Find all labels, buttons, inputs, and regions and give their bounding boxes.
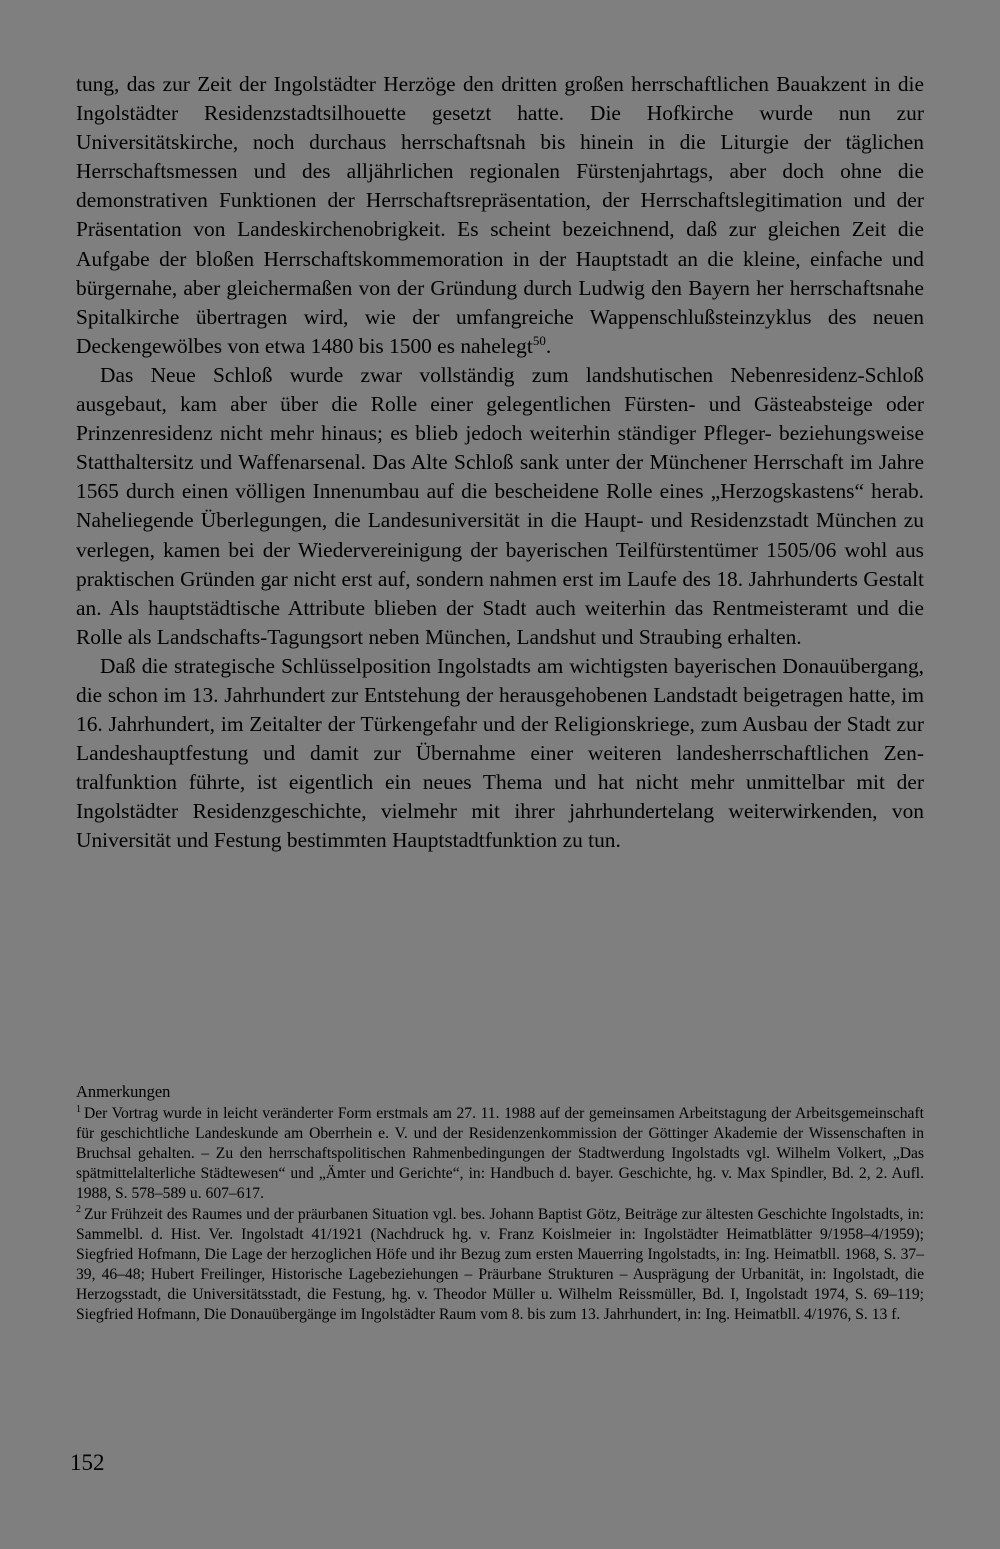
- footnote-marker: 1: [76, 1103, 81, 1115]
- footnotes-section: [76, 1082, 924, 1325]
- footnote-text: Zur Frühzeit des Raumes und der präurbanen Situation vgl. bes. Johann Baptist Götz, Beiträge zur ältesten Geschichte Ingolstadts, in: Sammelbl. d. Hist. Ver. Ingolstadt 41/1921 (Nachdruck hg. v. Franz Koislmeier in: Ingolstädter Heimatblätter 9/1958–4/1959); Siegfried Hofmann, Die Lage der herzoglichen Höfe und ihr Bezug zum ersten Mauerring Ingolstadts, in: Ing. Heimatbll. 1968, S. 37–39, 46–48; Hubert Freilinger, Historische Lagebeziehungen – Präurbane Strukturen – Ausprägung der Urbanität, in: Ingolstadt, die Herzogsstadt, die Universitätsstadt, die Festung, hg. v. Theodor Müller u. Wilhelm Reissmüller, Bd. I, Ingolstadt 1974, S. 69–119; Siegfried Hofmann, Die Donauübergänge im Ingolstädter Raum vom 8. bis zum 13. Jahrhundert, in: Ing. Heimatbll. 4/1976, S. 13 f.: [76, 1205, 924, 1324]
- footnotes-heading: Anmerkungen: [76, 1082, 171, 1101]
- footnote-marker: 2: [76, 1204, 81, 1216]
- paragraph: Daß die strategische Schlüsselposition Ingolstadts am wichtigsten bayerischen Donauübergang, die schon im 13. Jahrhundert zur Entstehung der herausgehobenen Landstadt beigetragen hatte, im 16. Jahrhundert, im Zeitalter der Türkengefahr und der Religionskriege, zum Ausbau der Stadt zur Landeshauptfestung und damit zur Übernahme einer weiteren landesherrschaftlichen Zentralfunktion führte, ist eigentlich ein neues Thema und hat nicht mehr unmittelbar mit der Ingolstädter Residenzgeschichte, vielmehr mit ihrer jahrhundertelang weiterwirkenden, von Universität und Festung bestimmten Hauptstadtfunktion zu tun.: [76, 653, 924, 853]
- main-text: [76, 70, 924, 856]
- paragraph: [76, 70, 924, 361]
- footnote: [76, 1104, 924, 1204]
- page-number: 152: [70, 1450, 105, 1475]
- paragraph: Das Neue Schloß wurde zwar vollständig zum landshutischen Nebenresidenz-Schloß ausgebaut, kam aber über die Rolle einer gelegentlichen Fürsten- und Gästeabsteige oder Prinzenresidenz nicht mehr hinaus; es blieb jedoch weiterhin ständiger Pfleger- beziehungsweise Statthaltersitz und Waffenarsenal. Das Alte Schloß sank unter der Münchener Herrschaft im Jahre 1565 durch einen völligen Innenumbau auf die bescheidene Rolle eines „Herzogskastens“ herab. Naheliegende Überlegungen, die Landesuniversität in die Haupt- und Residenzstadt München zu verlegen, kamen bei der Wiedervereinigung der bayerischen Teilfürstentümer 1505/06 wohl aus praktischen Gründen gar nicht erst auf, sondern nahmen erst im Laufe des 18. Jahrhunderts Gestalt an. Als hauptstädtische Attribute blieben der Stadt auch weiterhin das Rentmeisteramt und die Rolle als Landschafts-Tagungsort neben München, Landshut und Straubing erhalten.: [76, 362, 924, 649]
- paragraph-end: .: [545, 333, 552, 358]
- footnote-reference: 50: [532, 332, 546, 348]
- paragraph-text: tung, das zur Zeit der Ingolstädter Herzöge den dritten großen herrschaftlichen Bauakzent in die Ingolstädter Residenzstadtsilhouette gesetzt hatte. Die Hofkirche wurde nun zur Universitätskirche, noch durchaus herrschaftsnah bis hinein in die Liturgie der täglichen Herrschaftsmessen und des alljährlichen regionalen Fürstenjahrtags, aber doch ohne die demonstrativen Funktionen der Herrschaftsrepräsentation, der Herrschaftslegitimation und der Präsentation von Landeskirchenobrigkeit. Es scheint bezeichnend, daß zur gleichen Zeit die Aufgabe der bloßen Herrschaftskommemoration in der Hauptstadt an die kleine, einfache und bürgernahe, aber gleichermaßen von der Gründung durch Ludwig den Bayern her herrschaftsnahe Spitalkirche übertragen wird, wie der umfangreiche Wappenschlußsteinzyklus des neuen Deckengewölbes von etwa 1480 bis 1500 es nahelegt: [76, 72, 924, 358]
- page-body: [76, 70, 924, 856]
- footnote: [76, 1205, 924, 1326]
- footnote-text: Der Vortrag wurde in leicht veränderter Form erstmals am 27. 11. 1988 auf der gemeinsamen Arbeitstagung der Arbeitsgemeinschaft für geschichtliche Landeskunde am Oberrhein e. V. und der Residenzenkommission der Göttinger Akademie der Wissenschaften in Bruchsal gehalten. – Zu den herrschaftspolitischen Rahmenbedingungen der Stadtwerdung Ingolstadts vgl. Wilhelm Volkert, „Das spätmittelalterliche Städtewesen“ und „Ämter und Gerichte“, in: Handbuch d. bayer. Geschichte, hg. v. Max Spindler, Bd. 2, 2. Aufl. 1988, S. 578–589 u. 607–617.: [76, 1105, 924, 1203]
